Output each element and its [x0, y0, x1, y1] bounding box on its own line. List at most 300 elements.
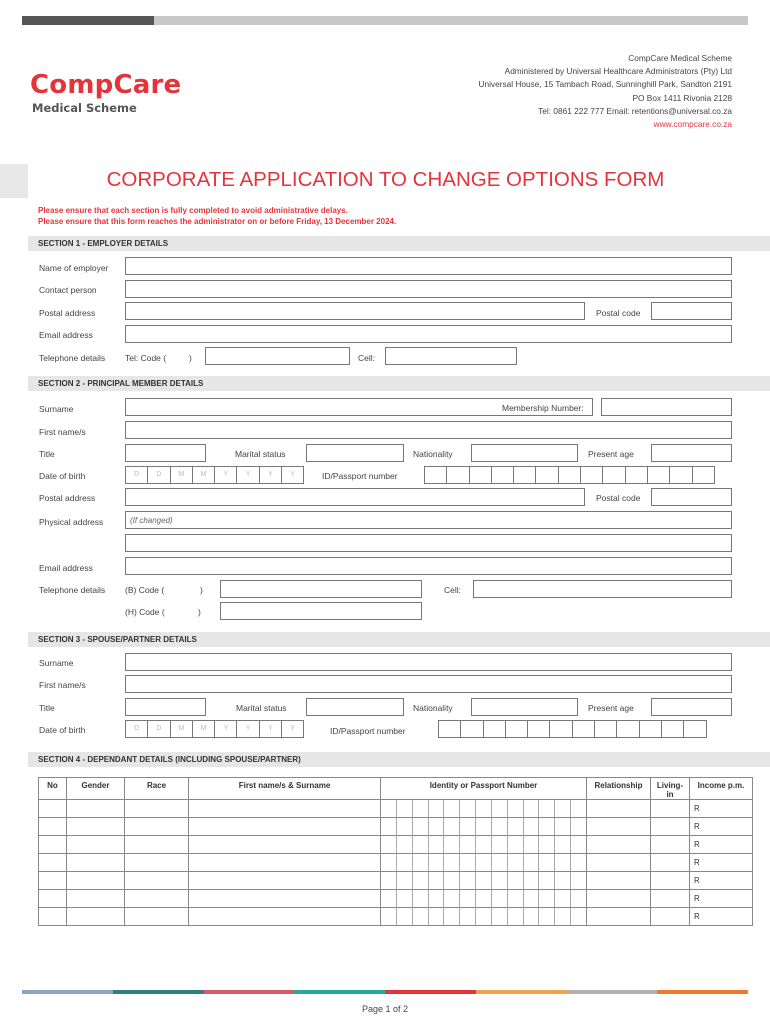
id-number-cell[interactable]: [381, 854, 587, 872]
id-digit-cell[interactable]: [397, 818, 413, 835]
principal-cell-label: Cell:: [444, 585, 462, 595]
principal-postal-code-field[interactable]: [651, 488, 732, 506]
dependant-cell[interactable]: [67, 890, 125, 908]
dependant-cell[interactable]: [651, 872, 690, 890]
id-digit-cell[interactable]: [381, 818, 397, 835]
spouse-nationality-field[interactable]: [471, 698, 578, 716]
id-number-cell[interactable]: [381, 818, 587, 836]
principal-physical-address-field-2[interactable]: [125, 534, 732, 552]
id-digit-cell[interactable]: [413, 908, 429, 925]
b-code-close: ): [200, 585, 203, 595]
spouse-surname-label: Surname: [39, 658, 74, 668]
income-cell[interactable]: R: [690, 836, 753, 854]
principal-surname-label: Surname: [39, 404, 74, 414]
dependant-cell[interactable]: [125, 818, 189, 836]
id-number-cell[interactable]: [381, 836, 587, 854]
dob-month-cell[interactable]: M: [192, 720, 215, 738]
id-digit-cell[interactable]: [444, 818, 460, 835]
col-no: No: [39, 778, 67, 800]
dependant-cell[interactable]: [39, 854, 67, 872]
id-digit-cell[interactable]: [639, 720, 662, 738]
dependant-cell[interactable]: [125, 854, 189, 872]
dob-year-cell[interactable]: Y: [259, 466, 282, 484]
spouse-present-age-label: Present age: [588, 703, 634, 713]
id-digit-cell[interactable]: [539, 890, 555, 907]
id-digit-cell[interactable]: [413, 890, 429, 907]
dob-month-cell[interactable]: M: [192, 466, 215, 484]
principal-title-field[interactable]: [125, 444, 206, 462]
principal-marital-status-label: Marital status: [235, 449, 286, 459]
dependant-cell[interactable]: [67, 854, 125, 872]
dependant-cell[interactable]: [587, 800, 651, 818]
dob-year-cell[interactable]: Y: [214, 466, 237, 484]
id-digit-cell[interactable]: [429, 854, 445, 871]
dependant-cell[interactable]: [189, 872, 381, 890]
income-cell[interactable]: R: [690, 890, 753, 908]
id-digit-cell[interactable]: [460, 908, 476, 925]
id-digit-cell[interactable]: [539, 908, 555, 925]
id-digit-cell[interactable]: [381, 800, 397, 817]
id-digit-cell[interactable]: [661, 720, 684, 738]
id-digit-cell[interactable]: [397, 890, 413, 907]
id-digit-cell[interactable]: [381, 872, 397, 889]
id-digit-cell[interactable]: [505, 720, 528, 738]
employer-name-label: Name of employer: [39, 263, 109, 273]
dob-year-cell[interactable]: Y: [236, 466, 259, 484]
id-digit-cell[interactable]: [571, 908, 586, 925]
dependant-cell[interactable]: [39, 800, 67, 818]
id-digit-cell[interactable]: [397, 836, 413, 853]
id-digit-cell[interactable]: [558, 466, 581, 484]
id-digit-cell[interactable]: [508, 818, 524, 835]
id-digit-grid: [381, 818, 586, 835]
id-digit-cell[interactable]: [549, 720, 572, 738]
dependant-cell[interactable]: [587, 818, 651, 836]
principal-nationality-label: Nationality: [413, 449, 453, 459]
principal-dob-label: Date of birth: [39, 471, 86, 481]
id-digit-cell[interactable]: [381, 836, 397, 853]
id-digit-cell[interactable]: [438, 720, 461, 738]
id-digit-cell[interactable]: [413, 836, 429, 853]
id-digit-grid: [381, 854, 586, 871]
id-digit-cell[interactable]: [492, 872, 508, 889]
income-cell[interactable]: R: [690, 872, 753, 890]
compcare-logo: [30, 70, 181, 115]
id-digit-cell[interactable]: [397, 854, 413, 871]
table-row: [39, 818, 753, 836]
principal-id-field[interactable]: [424, 466, 714, 484]
income-cell[interactable]: R: [690, 818, 753, 836]
id-digit-cell[interactable]: [492, 818, 508, 835]
principal-telephone-label: Telephone details: [39, 585, 106, 595]
logo-wordmark: CompCare: [30, 70, 182, 100]
dependant-cell[interactable]: [189, 908, 381, 926]
membership-number-label: Membership Number:: [502, 403, 584, 413]
employer-telephone-field[interactable]: [205, 347, 350, 365]
id-digit-cell[interactable]: [492, 908, 508, 925]
dob-year-cell[interactable]: Y: [236, 720, 259, 738]
footer-color-segment: [294, 990, 385, 994]
id-digit-cell[interactable]: [476, 800, 492, 817]
id-digit-cell[interactable]: [524, 800, 540, 817]
principal-title-label: Title: [39, 449, 55, 459]
id-number-cell[interactable]: [381, 800, 587, 818]
employer-telephone-label: Telephone details: [39, 353, 106, 363]
id-digit-cell[interactable]: [476, 890, 492, 907]
dependant-cell[interactable]: [125, 890, 189, 908]
dob-day-cell[interactable]: D: [147, 466, 170, 484]
spouse-marital-status-field[interactable]: [306, 698, 404, 716]
principal-present-age-field[interactable]: [651, 444, 732, 462]
contact-line: Universal House, 15 Tambach Road, Sunninghill Park, Sandton 2191: [478, 79, 732, 90]
footer-color-segment: [204, 990, 295, 994]
id-digit-cell[interactable]: [476, 854, 492, 871]
dependant-cell[interactable]: [651, 836, 690, 854]
id-digit-cell[interactable]: [508, 836, 524, 853]
id-digit-cell[interactable]: [429, 872, 445, 889]
employer-postal-code-label: Postal code: [596, 308, 641, 318]
dependant-cell[interactable]: [125, 800, 189, 818]
principal-postal-address-field[interactable]: [125, 488, 585, 506]
footer-color-segment: [22, 990, 113, 994]
id-digit-cell[interactable]: [397, 800, 413, 817]
id-digit-cell[interactable]: [555, 908, 571, 925]
dob-month-cell[interactable]: M: [170, 720, 193, 738]
principal-postal-address-label: Postal address: [39, 493, 96, 503]
spouse-marital-status-label: Marital status: [236, 703, 287, 713]
dependant-cell[interactable]: [651, 854, 690, 872]
dependant-cell[interactable]: [189, 836, 381, 854]
employer-tel-code-label: Tel: Code (: [125, 353, 167, 363]
employer-email-field[interactable]: [125, 325, 732, 343]
id-digit-cell[interactable]: [381, 890, 397, 907]
dependant-cell[interactable]: [67, 800, 125, 818]
id-digit-cell[interactable]: [524, 872, 540, 889]
dependant-cell[interactable]: [67, 908, 125, 926]
dependants-header-row: [39, 778, 753, 800]
id-digit-cell[interactable]: [444, 800, 460, 817]
footer-color-segment: [567, 990, 658, 994]
id-digit-cell[interactable]: [524, 890, 540, 907]
id-digit-cell[interactable]: [571, 872, 586, 889]
principal-present-age-label: Present age: [588, 449, 634, 459]
id-digit-cell[interactable]: [539, 836, 555, 853]
notice-deadline: Please ensure that this form reaches the administrator on or before Friday, 13 December 2024.: [38, 217, 397, 226]
id-digit-cell[interactable]: [429, 836, 445, 853]
id-digit-cell[interactable]: [625, 466, 648, 484]
employer-name-field[interactable]: [125, 257, 732, 275]
form-title: CORPORATE APPLICATION TO CHANGE OPTIONS FORM: [106, 168, 665, 191]
id-digit-cell[interactable]: [476, 872, 492, 889]
dob-year-cell[interactable]: Y: [281, 720, 304, 738]
id-digit-cell[interactable]: [616, 720, 639, 738]
business-telephone-field[interactable]: [220, 580, 422, 598]
id-digit-cell[interactable]: [413, 800, 429, 817]
employer-postal-code-field[interactable]: [651, 302, 732, 320]
dob-month-cell[interactable]: M: [170, 466, 193, 484]
id-digit-cell[interactable]: [381, 908, 397, 925]
dependant-cell[interactable]: [39, 836, 67, 854]
principal-physical-address-label: Physical address: [39, 517, 104, 527]
principal-nationality-field[interactable]: [471, 444, 578, 462]
principal-physical-address-field-1[interactable]: [125, 511, 732, 529]
id-digit-cell[interactable]: [535, 466, 558, 484]
id-digit-cell[interactable]: [444, 908, 460, 925]
id-digit-cell[interactable]: [492, 836, 508, 853]
id-digit-cell[interactable]: [381, 854, 397, 871]
dependant-cell[interactable]: [189, 800, 381, 818]
dependant-cell[interactable]: [651, 818, 690, 836]
table-row: [39, 872, 753, 890]
dependant-cell[interactable]: [39, 890, 67, 908]
id-digit-cell[interactable]: [460, 872, 476, 889]
id-number-cell[interactable]: [381, 890, 587, 908]
table-row: [39, 800, 753, 818]
id-digit-cell[interactable]: [683, 720, 706, 738]
employer-cell-field[interactable]: [385, 347, 517, 365]
id-digit-cell[interactable]: [508, 800, 524, 817]
id-digit-cell[interactable]: [446, 466, 469, 484]
income-cell[interactable]: R: [690, 908, 753, 926]
id-digit-cell[interactable]: [555, 854, 571, 871]
id-digit-cell[interactable]: [602, 466, 625, 484]
dob-year-cell[interactable]: Y: [214, 720, 237, 738]
id-digit-cell[interactable]: [572, 720, 595, 738]
id-digit-cell[interactable]: [580, 466, 603, 484]
id-digit-cell[interactable]: [571, 854, 586, 871]
col-gender: Gender: [67, 778, 125, 800]
contact-person-field[interactable]: [125, 280, 732, 298]
dependant-cell[interactable]: [125, 872, 189, 890]
contact-person-label: Contact person: [39, 285, 97, 295]
id-digit-cell[interactable]: [555, 818, 571, 835]
h-code-label: (H) Code (: [125, 607, 165, 617]
spouse-title-label: Title: [39, 703, 55, 713]
dependant-cell[interactable]: [587, 854, 651, 872]
principal-postal-code-label: Postal code: [596, 493, 641, 503]
id-digit-grid: [381, 836, 586, 853]
id-digit-cell[interactable]: [508, 872, 524, 889]
dob-day-cell[interactable]: D: [125, 466, 148, 484]
id-digit-cell[interactable]: [555, 872, 571, 889]
principal-email-label: Email address: [39, 563, 93, 573]
membership-number-field[interactable]: [601, 398, 732, 416]
dependant-cell[interactable]: [125, 908, 189, 926]
id-number-cell[interactable]: [381, 908, 587, 926]
id-digit-cell[interactable]: [460, 818, 476, 835]
footer-color-segment: [476, 990, 567, 994]
id-digit-cell[interactable]: [571, 800, 586, 817]
dependant-cell[interactable]: [587, 872, 651, 890]
id-digit-cell[interactable]: [492, 854, 508, 871]
dependant-cell[interactable]: [189, 890, 381, 908]
dependants-table: [38, 777, 753, 926]
id-digit-cell[interactable]: [413, 872, 429, 889]
spouse-first-names-field[interactable]: [125, 675, 732, 693]
income-cell[interactable]: R: [690, 800, 753, 818]
id-digit-cell[interactable]: [669, 466, 692, 484]
id-digit-cell[interactable]: [524, 854, 540, 871]
table-row: [39, 890, 753, 908]
dob-day-cell[interactable]: D: [125, 720, 148, 738]
spouse-first-names-label: First name/s: [39, 680, 86, 690]
if-changed-note: (If changed): [130, 516, 173, 525]
spouse-title-field[interactable]: [125, 698, 206, 716]
logo-tagline: Medical Scheme: [32, 101, 137, 115]
id-digit-cell[interactable]: [483, 720, 506, 738]
employer-postal-address-field[interactable]: [125, 302, 585, 320]
principal-email-field[interactable]: [125, 557, 732, 575]
dob-day-cell[interactable]: D: [147, 720, 170, 738]
id-digit-cell[interactable]: [413, 854, 429, 871]
footer-color-segment: [113, 990, 204, 994]
employer-tel-code-close: ): [189, 353, 192, 363]
section-2-heading: SECTION 2 - PRINCIPAL MEMBER DETAILS: [28, 376, 770, 391]
page-number: Page 1 of 2: [361, 1004, 409, 1014]
principal-cell-field[interactable]: [473, 580, 732, 598]
contact-line: PO Box 1411 Rivonia 2128: [632, 92, 732, 103]
principal-marital-status-field[interactable]: [306, 444, 404, 462]
col-income: Income p.m.: [690, 778, 753, 800]
id-digit-cell[interactable]: [524, 818, 540, 835]
id-digit-cell[interactable]: [476, 818, 492, 835]
footer-color-segment: [385, 990, 476, 994]
id-digit-cell[interactable]: [429, 800, 445, 817]
id-digit-cell[interactable]: [444, 854, 460, 871]
id-digit-cell[interactable]: [460, 854, 476, 871]
h-code-close: ): [198, 607, 201, 617]
id-digit-cell[interactable]: [397, 908, 413, 925]
id-digit-cell[interactable]: [513, 466, 536, 484]
table-row: [39, 908, 753, 926]
id-digit-cell[interactable]: [647, 466, 670, 484]
dependant-cell[interactable]: [39, 872, 67, 890]
dependant-cell[interactable]: [39, 818, 67, 836]
id-digit-grid: [381, 800, 586, 817]
dependant-cell[interactable]: [39, 908, 67, 926]
id-digit-cell[interactable]: [539, 872, 555, 889]
id-digit-cell[interactable]: [571, 890, 586, 907]
id-digit-cell[interactable]: [460, 720, 483, 738]
dependant-cell[interactable]: [651, 890, 690, 908]
id-digit-cell[interactable]: [571, 836, 586, 853]
id-digit-cell[interactable]: [492, 890, 508, 907]
header-rule: [22, 16, 748, 25]
id-digit-cell[interactable]: [555, 890, 571, 907]
home-telephone-field[interactable]: [220, 602, 422, 620]
dependant-cell[interactable]: [67, 836, 125, 854]
dependant-cell[interactable]: [189, 818, 381, 836]
principal-id-label: ID/Passport number: [322, 471, 398, 481]
id-digit-cell[interactable]: [460, 800, 476, 817]
id-digit-cell[interactable]: [508, 908, 524, 925]
id-digit-cell[interactable]: [539, 854, 555, 871]
employer-cell-label: Cell:: [358, 353, 376, 363]
dependant-cell[interactable]: [587, 908, 651, 926]
section-3-heading: SECTION 3 - SPOUSE/PARTNER DETAILS: [28, 632, 770, 647]
website-link[interactable]: www.compcare.co.za: [653, 119, 732, 130]
id-digit-cell[interactable]: [508, 890, 524, 907]
spouse-id-field[interactable]: [438, 720, 706, 738]
income-cell[interactable]: R: [690, 854, 753, 872]
header-rule-accent: [22, 16, 154, 25]
b-code-label: (B) Code (: [125, 585, 165, 595]
contact-line: CompCare Medical Scheme: [628, 53, 732, 63]
footer-color-bar: [22, 990, 748, 994]
col-race: Race: [125, 778, 189, 800]
id-digit-cell[interactable]: [594, 720, 617, 738]
id-digit-cell[interactable]: [476, 908, 492, 925]
id-digit-cell[interactable]: [444, 836, 460, 853]
spouse-present-age-field[interactable]: [651, 698, 732, 716]
id-digit-cell[interactable]: [444, 890, 460, 907]
id-digit-cell[interactable]: [527, 720, 550, 738]
id-digit-cell[interactable]: [508, 854, 524, 871]
employer-email-label: Email address: [39, 330, 93, 340]
id-digit-cell[interactable]: [444, 872, 460, 889]
id-digit-cell[interactable]: [424, 466, 447, 484]
id-digit-cell[interactable]: [539, 818, 555, 835]
employer-postal-address-label: Postal address: [39, 308, 96, 318]
dependant-cell[interactable]: [67, 872, 125, 890]
id-digit-cell[interactable]: [524, 908, 540, 925]
id-digit-cell[interactable]: [692, 466, 715, 484]
dob-year-cell[interactable]: Y: [281, 466, 304, 484]
id-digit-cell[interactable]: [429, 818, 445, 835]
id-digit-cell[interactable]: [460, 836, 476, 853]
id-digit-cell[interactable]: [397, 872, 413, 889]
id-digit-cell[interactable]: [492, 800, 508, 817]
table-row: [39, 854, 753, 872]
id-digit-cell[interactable]: [571, 818, 586, 835]
id-digit-cell[interactable]: [469, 466, 492, 484]
id-digit-cell[interactable]: [429, 908, 445, 925]
dependant-cell[interactable]: [651, 908, 690, 926]
principal-dob-field[interactable]: [125, 466, 303, 484]
dependant-cell[interactable]: [189, 854, 381, 872]
dob-year-cell[interactable]: Y: [259, 720, 282, 738]
spouse-dob-label: Date of birth: [39, 725, 86, 735]
id-digit-cell[interactable]: [460, 890, 476, 907]
section-4-heading: SECTION 4 - DEPENDANT DETAILS (INCLUDING SPOUSE/PARTNER): [28, 752, 770, 767]
id-digit-cell[interactable]: [413, 818, 429, 835]
section-1-heading: SECTION 1 - EMPLOYER DETAILS: [28, 236, 770, 251]
contact-block: [478, 52, 732, 131]
dependant-cell[interactable]: [125, 836, 189, 854]
id-digit-cell[interactable]: [539, 800, 555, 817]
spouse-surname-field[interactable]: [125, 653, 732, 671]
dependant-cell[interactable]: [67, 818, 125, 836]
id-digit-grid: [381, 872, 586, 889]
table-row: [39, 836, 753, 854]
id-digit-grid: [381, 908, 586, 925]
id-digit-cell[interactable]: [555, 836, 571, 853]
principal-first-names-field[interactable]: [125, 421, 732, 439]
id-digit-cell[interactable]: [476, 836, 492, 853]
dependant-cell[interactable]: [587, 836, 651, 854]
spouse-dob-field[interactable]: [125, 720, 303, 738]
contact-line: Administered by Universal Healthcare Administrators (Pty) Ltd: [504, 66, 732, 77]
id-digit-cell[interactable]: [491, 466, 514, 484]
id-digit-cell[interactable]: [524, 836, 540, 853]
id-digit-cell[interactable]: [555, 800, 571, 817]
footer-color-segment: [657, 990, 748, 994]
id-number-cell[interactable]: [381, 872, 587, 890]
dependant-cell[interactable]: [651, 800, 690, 818]
dependant-cell[interactable]: [587, 890, 651, 908]
id-digit-cell[interactable]: [429, 890, 445, 907]
id-digit-grid: [381, 890, 586, 907]
